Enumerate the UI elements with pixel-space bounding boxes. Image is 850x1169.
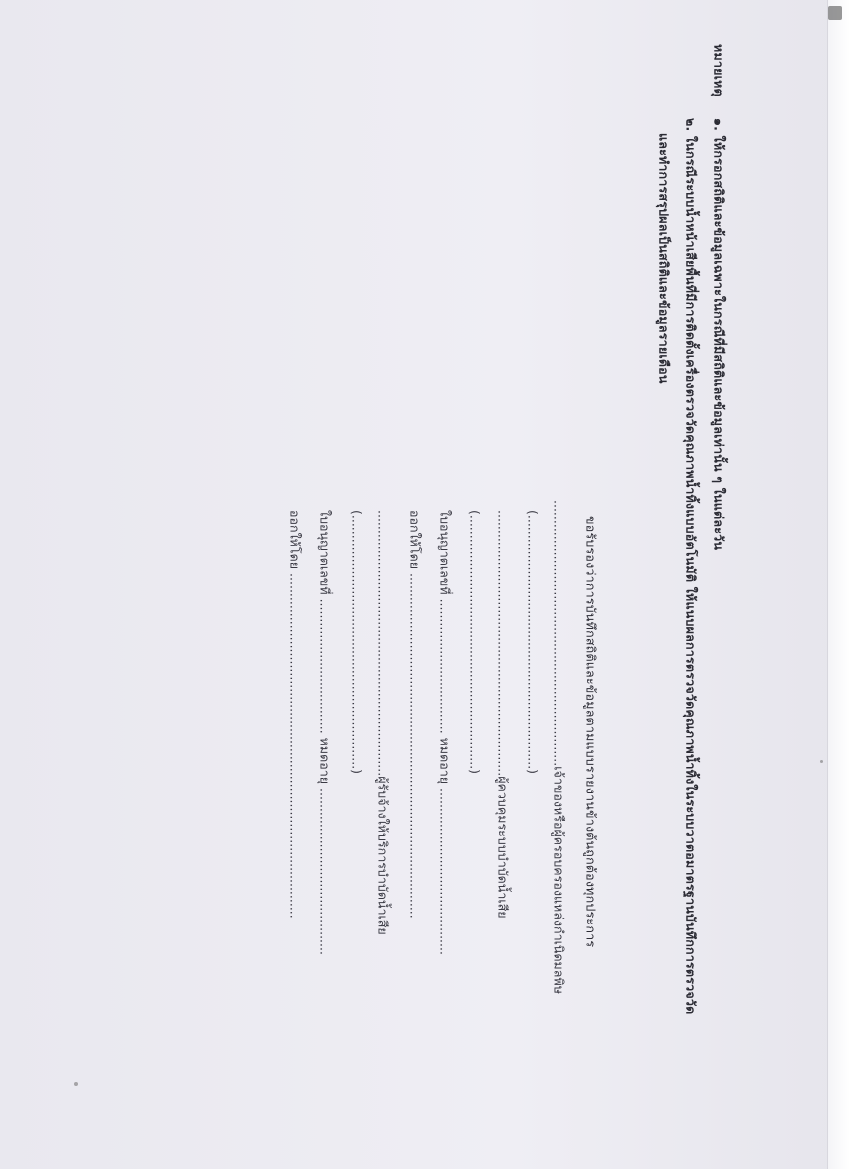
scan-speck bbox=[820, 760, 823, 763]
service-issued-by-line: ออกให้โดย ....................................................................................... bbox=[287, 510, 303, 919]
notes-label: หมายเหตุ bbox=[711, 44, 727, 97]
service-license-line: ใบอนุญาตเลขที่ .................................. หมดอายุ .......................................... bbox=[317, 510, 333, 955]
operator-issued-by-line: ออกให้โดย ....................................................................................... bbox=[407, 510, 423, 919]
service-signature-line: ...................................................................ผู้รับจ้างให้บริการบำบัดน้ำเสีย bbox=[375, 510, 391, 935]
operator-name-line: (................................................................) bbox=[467, 510, 483, 775]
page-edge bbox=[827, 0, 850, 1169]
service-name-line: (................................................................) bbox=[349, 510, 365, 775]
note-item-3: และทำการสรุปผลเป็นสถิติและข้อมูลรายเดือน bbox=[656, 133, 672, 384]
operator-license-line: ใบอนุญาตเลขที่ .................................. หมดอายุ .......................................... bbox=[437, 510, 453, 955]
corner-mark bbox=[828, 6, 842, 20]
operator-signature-line: ...................................................................ผู้ควบคุมระบบบำบัดน้ำเสีย bbox=[495, 510, 511, 919]
certification-heading: ขอรับรองว่าการบันทึกสถิติและข้อมูลตามแบบรายงานข้างต้นถูกต้องทุกประการ bbox=[583, 516, 599, 948]
owner-name-line: (................................................................) bbox=[525, 510, 541, 775]
scan-speck bbox=[74, 1082, 78, 1086]
note-item-2: ๒. ในกรณีระบบน้ำหน้าเสียพื้นที่มีการติดตั้งเครื่องตรวจวัดคุณภาพน้ำทิ้งแบบอัตโนมัติ ให้แนบผลการตรวจวัดคุณภาพน้ำทิ้งในระบบวาตอมาตรฐานบันทึกการตรวจวัด bbox=[683, 118, 699, 1015]
note-item-1: ๑. ให้กรอกสถิติและข้อมูลเฉพาะในกรณีที่มีสถิติและข้อมูลเท่านั้น ๆ ในแต่ละวัน bbox=[711, 118, 727, 551]
owner-signature-line: ...................................................................เจ้าของหรือผู้ครอบครองแหล่งกำเนิดมลพิษ bbox=[551, 500, 567, 994]
